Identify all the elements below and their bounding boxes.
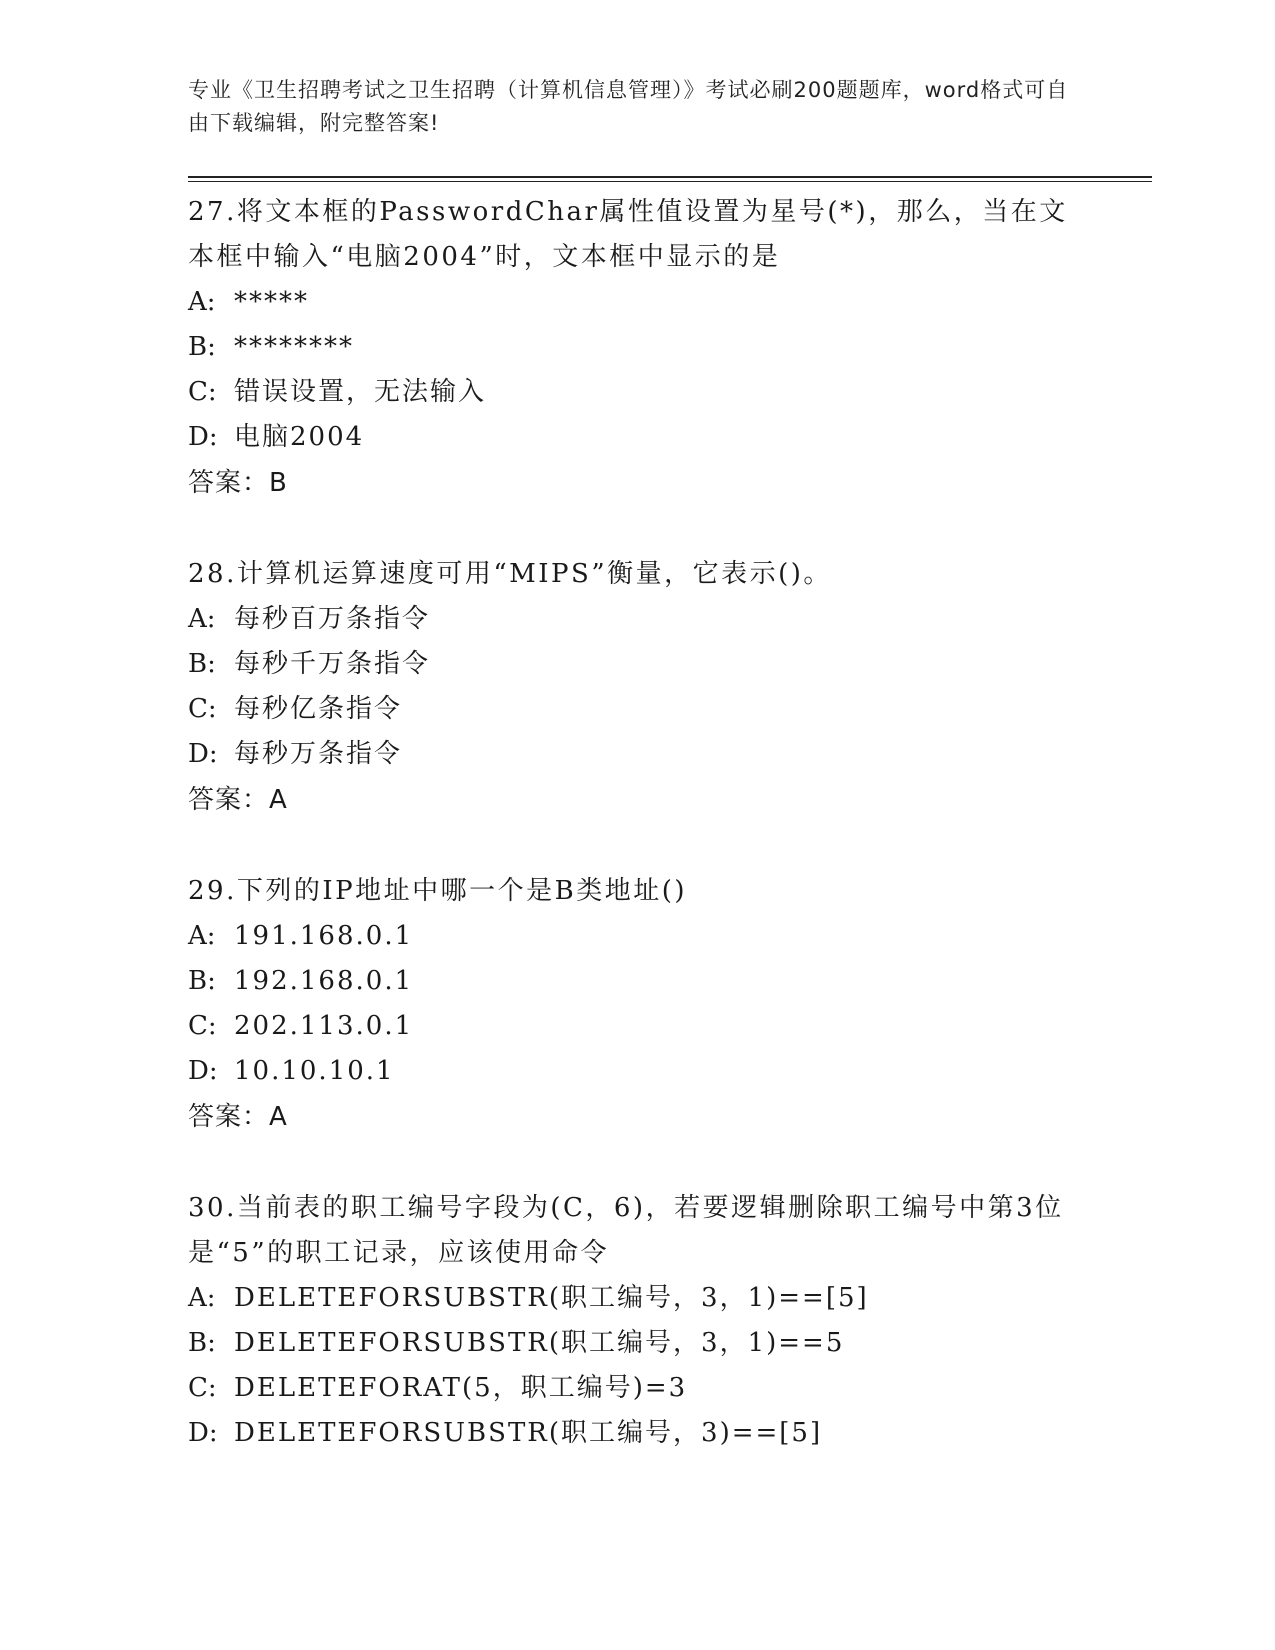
answer-line	[188, 1094, 1088, 1140]
option-key: D:	[188, 1056, 218, 1086]
option-key: B:	[188, 966, 216, 996]
option-c	[188, 687, 1088, 732]
option-a	[188, 597, 1088, 642]
answer-label: 答案：	[188, 468, 270, 498]
option-c	[188, 370, 1088, 415]
option-key: D:	[188, 1418, 218, 1448]
answer-label: 答案：	[188, 785, 270, 815]
answer-value: A	[269, 1102, 288, 1132]
option-text: *****	[234, 287, 309, 317]
option-text: DELETEFORAT(5，职工编号)=3	[234, 1373, 688, 1403]
option-text: 每秒亿条指令	[234, 694, 403, 724]
question-27	[188, 190, 1088, 506]
option-text: ********	[234, 332, 354, 362]
answer-value: B	[269, 468, 288, 498]
answer-value: A	[269, 785, 288, 815]
option-key: B:	[188, 649, 216, 679]
option-text: DELETEFORSUBSTR(职工编号，3，1)==[5]	[234, 1283, 869, 1313]
option-b	[188, 1321, 1088, 1366]
option-a	[188, 1276, 1088, 1321]
option-key: C:	[188, 377, 217, 407]
option-key: A:	[188, 604, 216, 634]
question-text: 28.计算机运算速度可用“MIPS”衡量，它表示()。	[188, 559, 832, 589]
option-text: 每秒万条指令	[234, 739, 403, 769]
answer-line	[188, 777, 1088, 823]
option-c	[188, 1366, 1088, 1411]
option-text: 10.10.10.1	[234, 1056, 395, 1086]
option-d	[188, 732, 1088, 777]
option-key: D:	[188, 739, 218, 769]
option-key: A:	[188, 1283, 216, 1313]
option-text: 电脑2004	[234, 422, 365, 452]
option-text: 每秒百万条指令	[234, 604, 431, 634]
header-rule-thin	[188, 181, 1152, 182]
option-key: C:	[188, 1373, 217, 1403]
option-key: B:	[188, 1328, 216, 1358]
answer-line	[188, 460, 1088, 506]
option-text: DELETEFORSUBSTR(职工编号，3)==[5]	[234, 1418, 823, 1448]
option-d	[188, 1049, 1088, 1094]
option-b	[188, 959, 1088, 1004]
question-30	[188, 1186, 1088, 1456]
option-key: C:	[188, 1011, 217, 1041]
option-key: C:	[188, 694, 217, 724]
option-text: 错误设置，无法输入	[234, 377, 487, 407]
option-b	[188, 642, 1088, 687]
question-text: 29.下列的IP地址中哪一个是B类地址()	[188, 876, 688, 906]
option-d	[188, 415, 1088, 460]
question-text: 27.将文本框的PasswordChar属性值设置为星号(*)，那么，当在文本框中输入“电脑2004”时，文本框中显示的是	[188, 197, 1068, 272]
option-key: A:	[188, 921, 216, 951]
option-text: DELETEFORSUBSTR(职工编号，3，1)==5	[234, 1328, 845, 1358]
option-text: 191.168.0.1	[234, 921, 414, 951]
option-text: 202.113.0.1	[234, 1011, 414, 1041]
option-a	[188, 280, 1088, 325]
question-28	[188, 552, 1088, 823]
option-text: 192.168.0.1	[234, 966, 414, 996]
option-a	[188, 914, 1088, 959]
option-key: A:	[188, 287, 216, 317]
question-text: 30.当前表的职工编号字段为(C，6)，若要逻辑删除职工编号中第3位是“5”的职工记录，应该使用命令	[188, 1193, 1064, 1268]
answer-label: 答案：	[188, 1102, 270, 1132]
option-text: 每秒千万条指令	[234, 649, 431, 679]
page-header: 专业《卫生招聘考试之卫生招聘（计算机信息管理）》考试必刷200题题库，word格式可自由下载编辑，附完整答案!	[188, 78, 1069, 135]
option-d	[188, 1411, 1088, 1456]
option-c	[188, 1004, 1088, 1049]
option-key: D:	[188, 422, 218, 452]
question-list	[188, 190, 1088, 1502]
option-b	[188, 325, 1088, 370]
question-29	[188, 869, 1088, 1140]
header-rule-thick	[188, 176, 1152, 178]
option-key: B:	[188, 332, 216, 362]
